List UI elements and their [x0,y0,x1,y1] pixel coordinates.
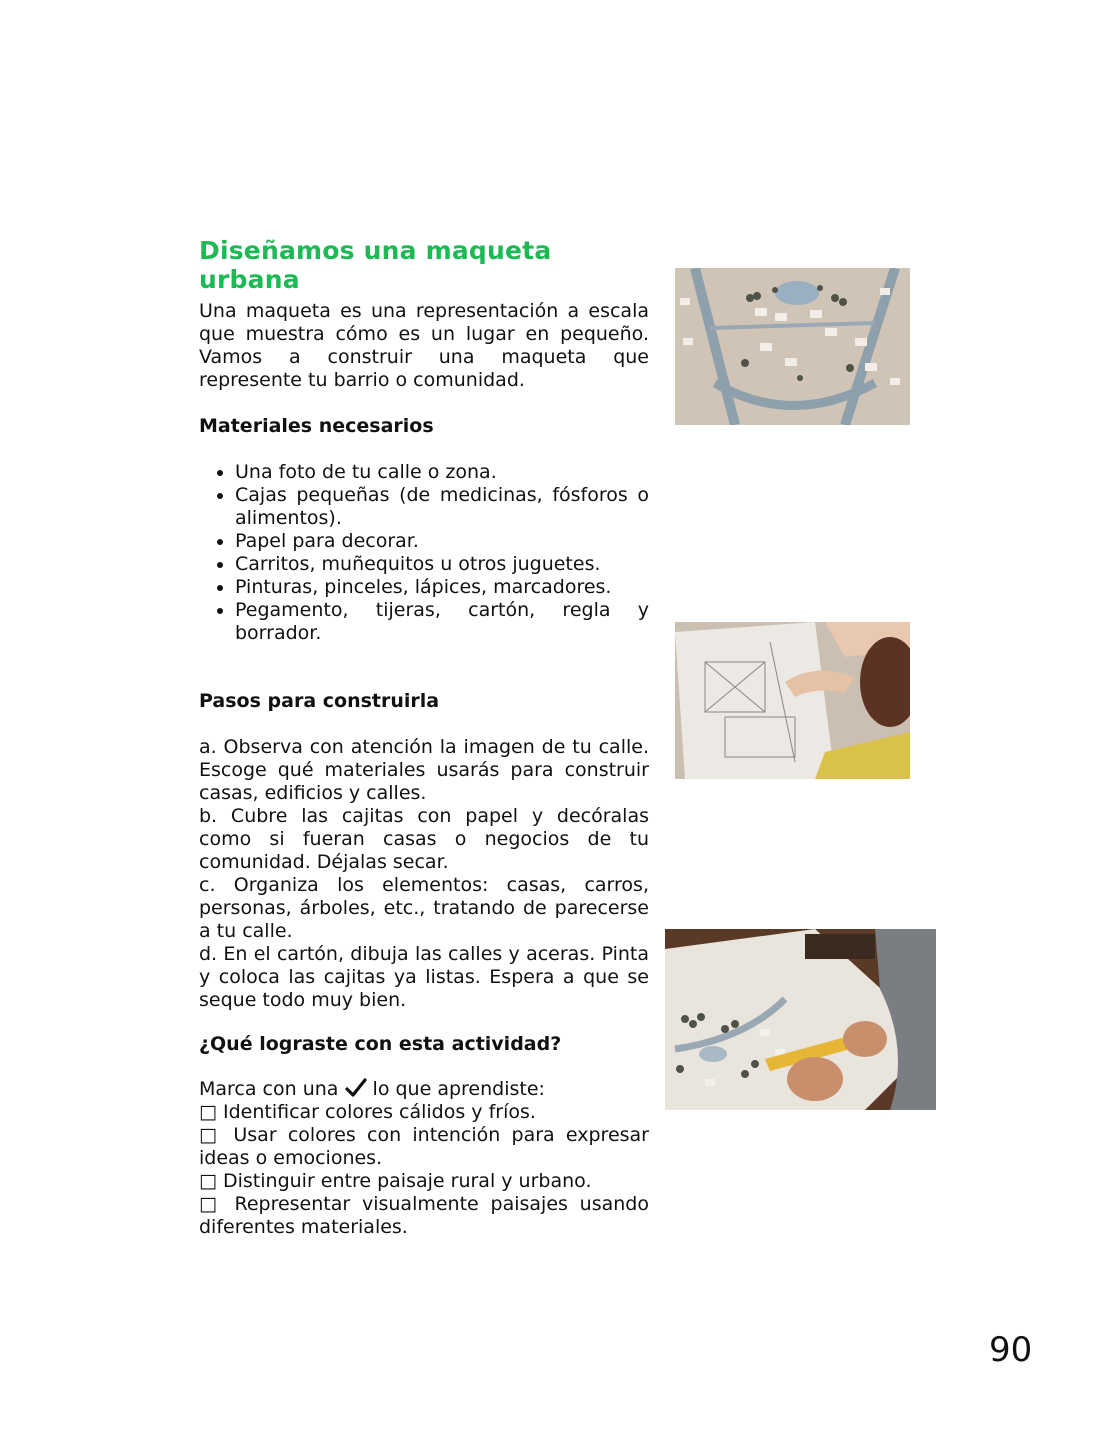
step-item: c. Organiza los elementos: casas, carros, personas, árboles, etc., tratando de parecerse a tu calle. [199,874,649,942]
list-item: • Pegamento, tijeras, cartón, regla y borrador. [235,599,649,645]
reflection-prompt: Marca con una lo que aprendiste: [199,1078,545,1100]
list-item: • Una foto de tu calle o zona. [235,461,649,484]
step-item: d. En el cartón, dibuja las calles y aceras. Pinta y coloca las cajitas ya listas. Espera a que se seque todo muy bien. [199,943,649,1011]
urban-model-illustration [675,268,910,425]
checklist-item: □ Usar colores con intención para expresar ideas o emociones. [199,1124,649,1169]
checkmark-icon [345,1078,367,1098]
list-item: • Cajas pequeñas (de medicinas, fósforos o alimentos). [235,484,649,530]
reflection-list [199,1078,649,1239]
checklist-item: □ Identificar colores cálidos y fríos. [199,1101,536,1123]
urban-model-photo [675,268,910,425]
step-item: a. Observa con atención la imagen de tu calle. Escoge qué materiales usarás para construir casas, edificios y calles. [199,736,649,804]
steps-list [199,736,649,1012]
steps-heading: Pasos para construirla [199,690,440,712]
architect-sketch-photo [675,622,910,779]
sketch-illustration [675,622,910,779]
reflection-heading: ¿Qué lograste con esta actividad? [199,1033,562,1055]
step-item: b. Cubre las cajitas con papel y decóralas como si fueran casas o negocios de tu comunidad. Déjalas secar. [199,805,649,873]
page-number: 90 [989,1330,1033,1370]
page-title: Diseñamos una maqueta urbana [199,236,552,294]
list-item: • Pinturas, pinceles, lápices, marcadores. [235,576,649,599]
model-drafting-photo [665,929,936,1110]
checklist-item: □ Distinguir entre paisaje rural y urbano. [199,1170,592,1192]
list-item: • Papel para decorar. [235,530,649,553]
checklist-item: □ Representar visualmente paisajes usando diferentes materiales. [199,1193,649,1238]
materials-list [199,461,649,645]
drafting-illustration [665,929,936,1110]
list-item: • Carritos, muñequitos u otros juguetes. [235,553,649,576]
materials-heading: Materiales necesarios [199,415,434,437]
intro-paragraph: Una maqueta es una representación a escala que muestra cómo es un lugar en pequeño. Vamos a construir una maqueta que represente tu barrio o comunidad. [199,300,649,391]
